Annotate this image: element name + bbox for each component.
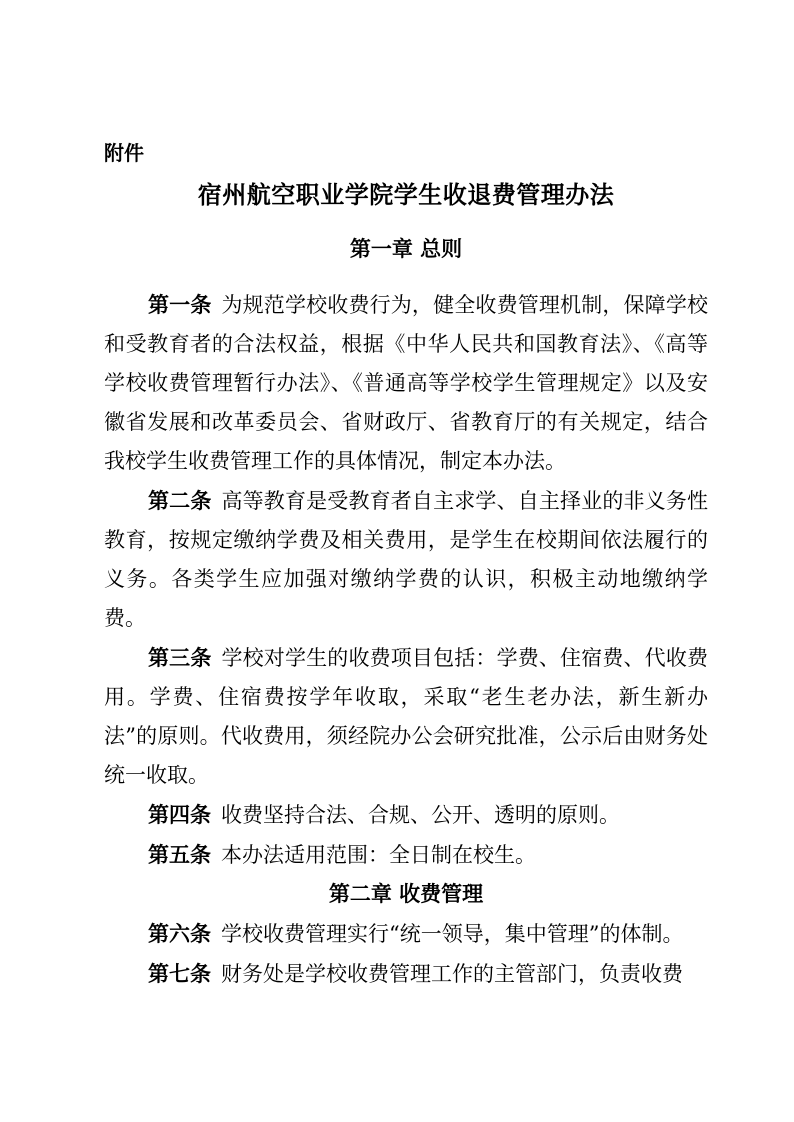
article-3: [104, 638, 708, 795]
article-7: [104, 954, 708, 994]
article-6: [104, 914, 708, 954]
article-1: [104, 285, 708, 481]
article-4: [104, 795, 708, 835]
document-title: 宿州航空职业学院学生收退费管理办法: [197, 181, 615, 209]
article-6-label: 第六条: [148, 921, 211, 946]
article-2: [104, 481, 708, 638]
attachment-label: 附件: [104, 141, 144, 165]
chapter-2-heading: 第二章 收费管理: [328, 882, 484, 906]
article-5-text: 本办法适用范围：全日制在校生。: [221, 843, 536, 867]
article-4-label: 第四条: [148, 802, 211, 827]
article-7-label: 第七条: [148, 961, 211, 986]
article-2-label: 第二条: [148, 488, 212, 513]
article-5: [104, 835, 708, 875]
article-6-text: 学校收费管理实行“统一领导，集中管理”的体制。: [221, 922, 684, 946]
chapter-1-heading: 第一章 总则: [349, 237, 463, 261]
article-4-text: 收费坚持合法、合规、公开、透明的原则。: [221, 803, 620, 827]
article-1-text: 为规范学校收费行为，健全收费管理机制，保障学校和受教育者的合法权益，根据《中华人民共和国教育法》、《高等学校收费管理暂行办法》、《普通高等学校学生管理规定》以及安徽省发展和改革委员会、省财政厅、省教育厅的有关规定，结合我校学生收费管理工作的具体情况，制定本办法。: [104, 293, 709, 473]
article-3-label: 第三条: [148, 645, 212, 670]
article-2-text: 高等教育是受教育者自主求学、自主择业的非义务性教育，按规定缴纳学费及相关费用，是学生在校期间依法履行的义务。各类学生应加强对缴纳学费的认识，积极主动地缴纳学费。: [104, 489, 709, 630]
article-1-label: 第一条: [148, 292, 212, 317]
article-3-text: 学校对学生的收费项目包括：学费、住宿费、代收费用。学费、住宿费按学年收取，采取“老生老办法，新生新办法”的原则。代收费用，须经院办公会研究批准，公示后由财务处统一收取。: [104, 646, 709, 787]
article-7-text: 财务处是学校收费管理工作的主管部门，负责收费: [221, 962, 683, 986]
article-5-label: 第五条: [148, 842, 211, 867]
document-body: [104, 285, 708, 994]
